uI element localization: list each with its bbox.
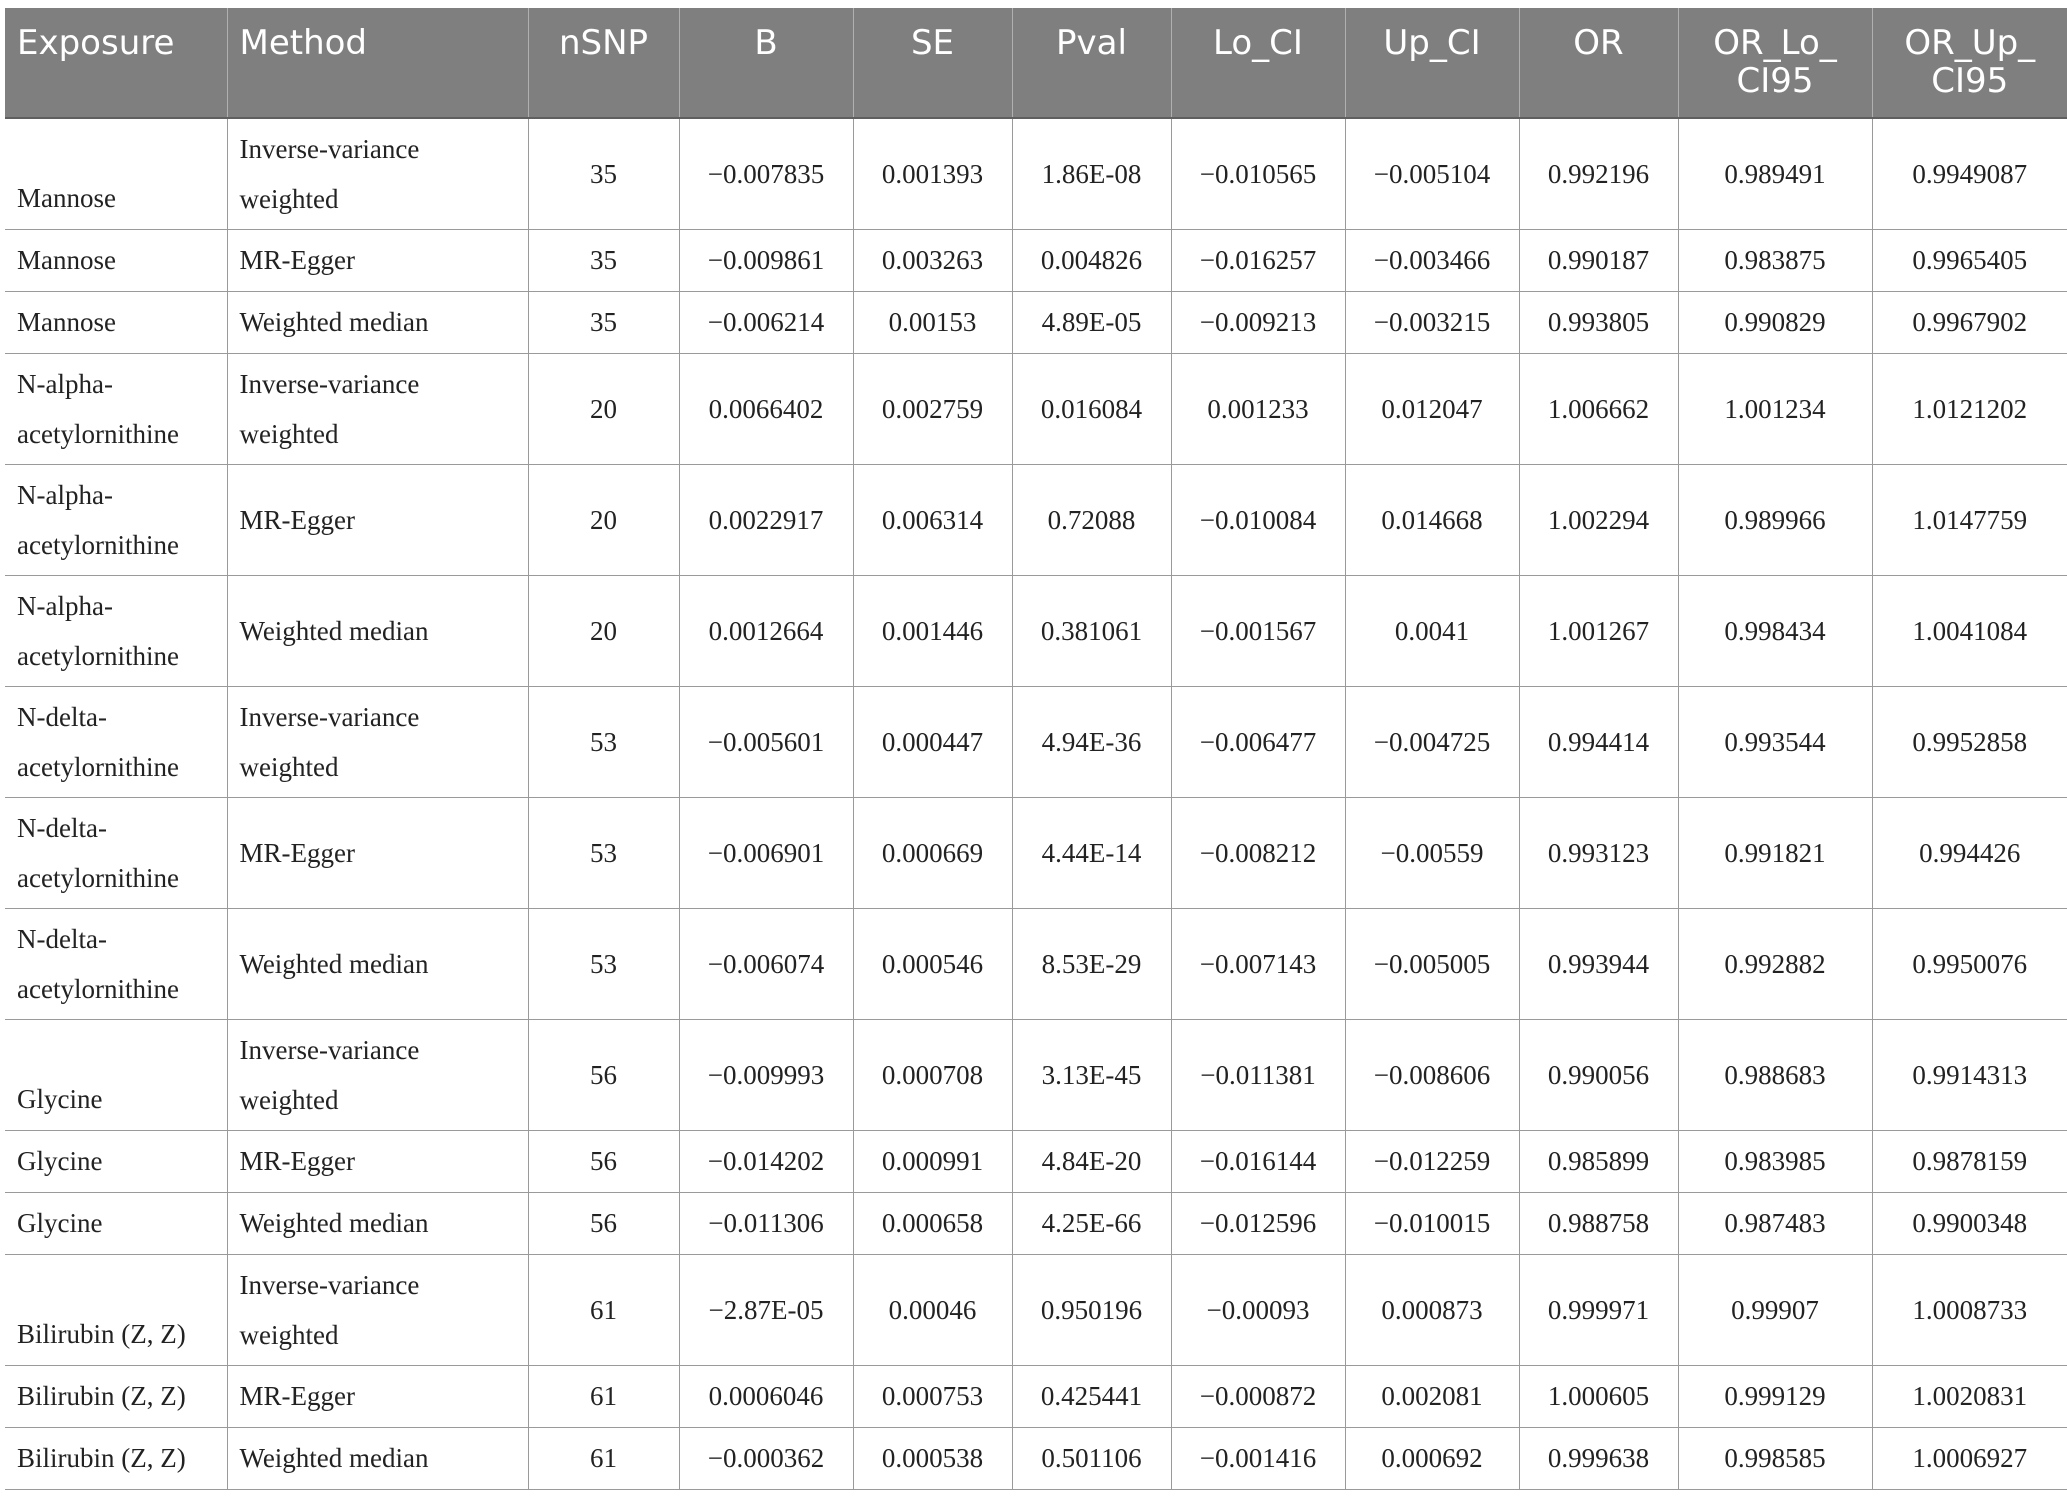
- table-row: [5, 908, 2067, 1019]
- cell-b: −2.87E-05: [679, 1254, 853, 1365]
- cell-up-ci: 0.000692: [1345, 1427, 1519, 1489]
- cell-se: 0.006314: [853, 464, 1012, 575]
- header-or-lo-ci95: OR_Lo_ CI95: [1678, 8, 1872, 118]
- cell-lo-ci: −0.009213: [1171, 291, 1345, 353]
- cell-exposure: N-delta-acetylornithine: [5, 908, 227, 1019]
- cell-or: 0.999638: [1519, 1427, 1678, 1489]
- cell-up-ci: −0.005104: [1345, 118, 1519, 229]
- cell-pval: 0.72088: [1012, 464, 1171, 575]
- cell-method: MR-Egger: [227, 229, 528, 291]
- cell-se: 0.00046: [853, 1254, 1012, 1365]
- table-row: [5, 229, 2067, 291]
- header-exposure: Exposure: [5, 8, 227, 118]
- table-row: [5, 686, 2067, 797]
- cell-method: MR-Egger: [227, 464, 528, 575]
- cell-or-lo-ci95: 0.998434: [1678, 575, 1872, 686]
- cell-or-lo-ci95: 0.999129: [1678, 1365, 1872, 1427]
- cell-or: 0.994414: [1519, 686, 1678, 797]
- cell-b: −0.011306: [679, 1192, 853, 1254]
- table-row: [5, 1365, 2067, 1427]
- cell-or-lo-ci95: 0.983875: [1678, 229, 1872, 291]
- cell-or: 1.006662: [1519, 353, 1678, 464]
- cell-up-ci: 0.000873: [1345, 1254, 1519, 1365]
- cell-pval: 4.44E-14: [1012, 797, 1171, 908]
- table-row: [5, 575, 2067, 686]
- cell-or-up-ci95: 0.9950076: [1872, 908, 2067, 1019]
- cell-lo-ci: −0.000872: [1171, 1365, 1345, 1427]
- cell-se: 0.001446: [853, 575, 1012, 686]
- cell-or-lo-ci95: 0.998585: [1678, 1427, 1872, 1489]
- header-row: [5, 8, 2067, 118]
- cell-method: Inverse-variance weighted: [227, 353, 528, 464]
- cell-b: 0.0066402: [679, 353, 853, 464]
- cell-nsnp: 61: [528, 1254, 679, 1365]
- cell-method: Inverse-variance weighted: [227, 1019, 528, 1130]
- cell-pval: 0.425441: [1012, 1365, 1171, 1427]
- cell-exposure: Mannose: [5, 291, 227, 353]
- cell-lo-ci: −0.006477: [1171, 686, 1345, 797]
- cell-se: 0.002759: [853, 353, 1012, 464]
- cell-exposure: N-delta-acetylornithine: [5, 797, 227, 908]
- table-row: [5, 353, 2067, 464]
- cell-up-ci: −0.010015: [1345, 1192, 1519, 1254]
- cell-b: 0.0006046: [679, 1365, 853, 1427]
- cell-pval: 0.501106: [1012, 1427, 1171, 1489]
- cell-nsnp: 61: [528, 1427, 679, 1489]
- cell-pval: 8.53E-29: [1012, 908, 1171, 1019]
- table-row: [5, 1130, 2067, 1192]
- cell-or-up-ci95: 1.0041084: [1872, 575, 2067, 686]
- header-method: Method: [227, 8, 528, 118]
- cell-or-up-ci95: 0.9914313: [1872, 1019, 2067, 1130]
- cell-or: 0.990056: [1519, 1019, 1678, 1130]
- cell-or: 0.988758: [1519, 1192, 1678, 1254]
- cell-or-up-ci95: 0.994426: [1872, 797, 2067, 908]
- cell-method: MR-Egger: [227, 1130, 528, 1192]
- cell-pval: 0.381061: [1012, 575, 1171, 686]
- header-or: OR: [1519, 8, 1678, 118]
- cell-or-up-ci95: 0.9952858: [1872, 686, 2067, 797]
- cell-or: 0.990187: [1519, 229, 1678, 291]
- cell-lo-ci: −0.012596: [1171, 1192, 1345, 1254]
- cell-b: −0.007835: [679, 118, 853, 229]
- table-row: [5, 118, 2067, 229]
- cell-exposure: Bilirubin (Z, Z): [5, 1365, 227, 1427]
- cell-nsnp: 20: [528, 575, 679, 686]
- cell-method: MR-Egger: [227, 1365, 528, 1427]
- cell-nsnp: 35: [528, 229, 679, 291]
- cell-or: 0.993944: [1519, 908, 1678, 1019]
- cell-method: Weighted median: [227, 1427, 528, 1489]
- cell-exposure: Bilirubin (Z, Z): [5, 1427, 227, 1489]
- cell-method: Weighted median: [227, 575, 528, 686]
- cell-b: −0.006074: [679, 908, 853, 1019]
- cell-se: 0.000658: [853, 1192, 1012, 1254]
- table-row: [5, 1427, 2067, 1489]
- table-row: [5, 797, 2067, 908]
- cell-method: Weighted median: [227, 1192, 528, 1254]
- cell-b: −0.009993: [679, 1019, 853, 1130]
- cell-se: 0.000708: [853, 1019, 1012, 1130]
- cell-or-lo-ci95: 0.992882: [1678, 908, 1872, 1019]
- cell-up-ci: 0.014668: [1345, 464, 1519, 575]
- cell-or-lo-ci95: 1.001234: [1678, 353, 1872, 464]
- cell-nsnp: 56: [528, 1019, 679, 1130]
- cell-pval: 0.950196: [1012, 1254, 1171, 1365]
- cell-pval: 4.89E-05: [1012, 291, 1171, 353]
- cell-lo-ci: −0.010084: [1171, 464, 1345, 575]
- header-lo-ci: Lo_CI: [1171, 8, 1345, 118]
- cell-or-lo-ci95: 0.983985: [1678, 1130, 1872, 1192]
- cell-lo-ci: −0.008212: [1171, 797, 1345, 908]
- cell-exposure: N-alpha-acetylornithine: [5, 464, 227, 575]
- cell-or: 0.999971: [1519, 1254, 1678, 1365]
- cell-method: MR-Egger: [227, 797, 528, 908]
- cell-or-lo-ci95: 0.991821: [1678, 797, 1872, 908]
- cell-se: 0.001393: [853, 118, 1012, 229]
- cell-up-ci: −0.012259: [1345, 1130, 1519, 1192]
- cell-nsnp: 20: [528, 464, 679, 575]
- cell-or-up-ci95: 0.9949087: [1872, 118, 2067, 229]
- cell-or-lo-ci95: 0.989966: [1678, 464, 1872, 575]
- cell-nsnp: 35: [528, 291, 679, 353]
- cell-method: Weighted median: [227, 291, 528, 353]
- cell-exposure: Glycine: [5, 1019, 227, 1130]
- cell-exposure: N-alpha-acetylornithine: [5, 353, 227, 464]
- header-se: SE: [853, 8, 1012, 118]
- cell-se: 0.000447: [853, 686, 1012, 797]
- table-row: [5, 1019, 2067, 1130]
- cell-b: 0.0012664: [679, 575, 853, 686]
- cell-pval: 1.86E-08: [1012, 118, 1171, 229]
- cell-or-up-ci95: 0.9878159: [1872, 1130, 2067, 1192]
- cell-or: 0.993805: [1519, 291, 1678, 353]
- cell-lo-ci: −0.001567: [1171, 575, 1345, 686]
- cell-se: 0.000538: [853, 1427, 1012, 1489]
- cell-or-lo-ci95: 0.99907: [1678, 1254, 1872, 1365]
- cell-exposure: Mannose: [5, 118, 227, 229]
- cell-pval: 4.94E-36: [1012, 686, 1171, 797]
- header-up-ci: Up_CI: [1345, 8, 1519, 118]
- cell-exposure: Mannose: [5, 229, 227, 291]
- cell-b: −0.009861: [679, 229, 853, 291]
- cell-or-up-ci95: 0.9900348: [1872, 1192, 2067, 1254]
- header-pval: Pval: [1012, 8, 1171, 118]
- cell-b: −0.000362: [679, 1427, 853, 1489]
- cell-or-up-ci95: 0.9965405: [1872, 229, 2067, 291]
- cell-or: 0.992196: [1519, 118, 1678, 229]
- results-table: [5, 8, 2067, 1490]
- cell-method: Inverse-variance weighted: [227, 1254, 528, 1365]
- table-row: [5, 291, 2067, 353]
- cell-method: Inverse-variance weighted: [227, 118, 528, 229]
- cell-or-lo-ci95: 0.989491: [1678, 118, 1872, 229]
- cell-pval: 3.13E-45: [1012, 1019, 1171, 1130]
- table-row: [5, 1254, 2067, 1365]
- cell-or-lo-ci95: 0.990829: [1678, 291, 1872, 353]
- cell-exposure: N-alpha-acetylornithine: [5, 575, 227, 686]
- cell-up-ci: −0.003466: [1345, 229, 1519, 291]
- cell-pval: 0.016084: [1012, 353, 1171, 464]
- cell-up-ci: −0.00559: [1345, 797, 1519, 908]
- cell-up-ci: −0.005005: [1345, 908, 1519, 1019]
- cell-or-up-ci95: 1.0147759: [1872, 464, 2067, 575]
- cell-nsnp: 56: [528, 1130, 679, 1192]
- cell-or-up-ci95: 0.9967902: [1872, 291, 2067, 353]
- cell-lo-ci: 0.001233: [1171, 353, 1345, 464]
- cell-nsnp: 61: [528, 1365, 679, 1427]
- cell-or-up-ci95: 1.0121202: [1872, 353, 2067, 464]
- cell-se: 0.000991: [853, 1130, 1012, 1192]
- cell-lo-ci: −0.010565: [1171, 118, 1345, 229]
- cell-pval: 4.25E-66: [1012, 1192, 1171, 1254]
- cell-or: 1.000605: [1519, 1365, 1678, 1427]
- header-or-up-ci95: OR_Up_ CI95: [1872, 8, 2067, 118]
- cell-or: 0.985899: [1519, 1130, 1678, 1192]
- cell-se: 0.00153: [853, 291, 1012, 353]
- cell-se: 0.000753: [853, 1365, 1012, 1427]
- cell-exposure: N-delta-acetylornithine: [5, 686, 227, 797]
- cell-se: 0.003263: [853, 229, 1012, 291]
- cell-or-lo-ci95: 0.987483: [1678, 1192, 1872, 1254]
- table-row: [5, 464, 2067, 575]
- cell-up-ci: 0.012047: [1345, 353, 1519, 464]
- cell-nsnp: 53: [528, 908, 679, 1019]
- cell-b: −0.006214: [679, 291, 853, 353]
- cell-lo-ci: −0.016144: [1171, 1130, 1345, 1192]
- cell-exposure: Bilirubin (Z, Z): [5, 1254, 227, 1365]
- table-row: [5, 1192, 2067, 1254]
- cell-se: 0.000669: [853, 797, 1012, 908]
- cell-up-ci: 0.002081: [1345, 1365, 1519, 1427]
- header-b: B: [679, 8, 853, 118]
- cell-nsnp: 35: [528, 118, 679, 229]
- cell-lo-ci: −0.00093: [1171, 1254, 1345, 1365]
- cell-lo-ci: −0.001416: [1171, 1427, 1345, 1489]
- cell-or: 1.002294: [1519, 464, 1678, 575]
- cell-lo-ci: −0.011381: [1171, 1019, 1345, 1130]
- cell-or-up-ci95: 1.0020831: [1872, 1365, 2067, 1427]
- cell-nsnp: 20: [528, 353, 679, 464]
- cell-se: 0.000546: [853, 908, 1012, 1019]
- cell-exposure: Glycine: [5, 1192, 227, 1254]
- cell-nsnp: 56: [528, 1192, 679, 1254]
- cell-up-ci: 0.0041: [1345, 575, 1519, 686]
- cell-pval: 0.004826: [1012, 229, 1171, 291]
- cell-exposure: Glycine: [5, 1130, 227, 1192]
- cell-up-ci: −0.004725: [1345, 686, 1519, 797]
- cell-or-up-ci95: 1.0008733: [1872, 1254, 2067, 1365]
- cell-b: −0.005601: [679, 686, 853, 797]
- cell-nsnp: 53: [528, 686, 679, 797]
- cell-b: −0.006901: [679, 797, 853, 908]
- cell-or-lo-ci95: 0.988683: [1678, 1019, 1872, 1130]
- cell-or-up-ci95: 1.0006927: [1872, 1427, 2067, 1489]
- cell-lo-ci: −0.016257: [1171, 229, 1345, 291]
- cell-up-ci: −0.003215: [1345, 291, 1519, 353]
- header-nsnp: nSNP: [528, 8, 679, 118]
- cell-or: 1.001267: [1519, 575, 1678, 686]
- cell-nsnp: 53: [528, 797, 679, 908]
- cell-pval: 4.84E-20: [1012, 1130, 1171, 1192]
- cell-or: 0.993123: [1519, 797, 1678, 908]
- cell-b: −0.014202: [679, 1130, 853, 1192]
- cell-lo-ci: −0.007143: [1171, 908, 1345, 1019]
- cell-method: Weighted median: [227, 908, 528, 1019]
- cell-up-ci: −0.008606: [1345, 1019, 1519, 1130]
- cell-method: Inverse-variance weighted: [227, 686, 528, 797]
- cell-or-lo-ci95: 0.993544: [1678, 686, 1872, 797]
- cell-b: 0.0022917: [679, 464, 853, 575]
